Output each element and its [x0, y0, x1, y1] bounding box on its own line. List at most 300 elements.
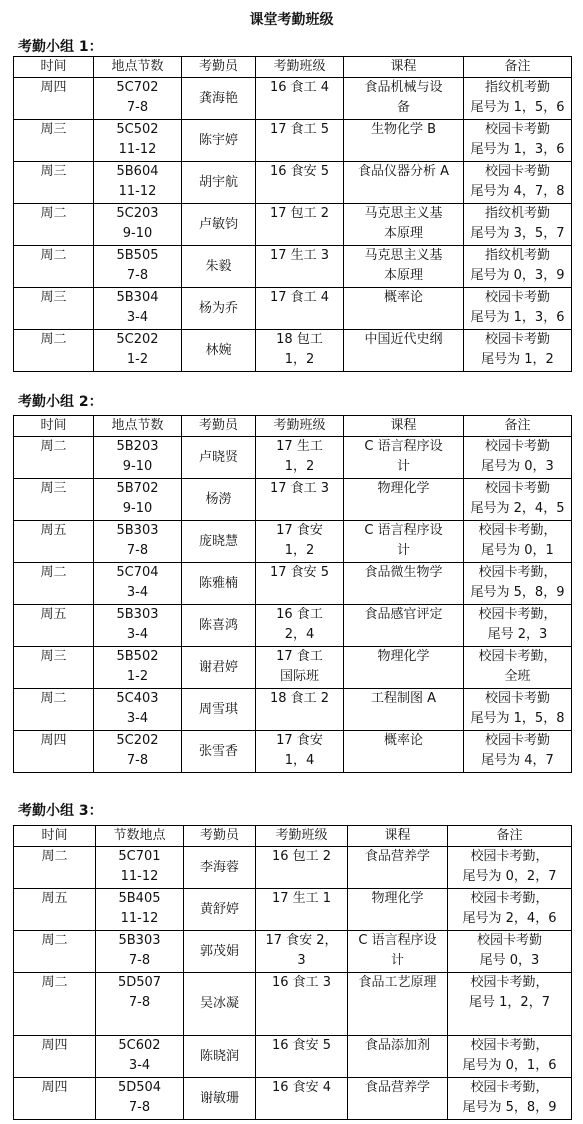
cell-class	[256, 437, 344, 479]
cell-time: 周二	[14, 204, 94, 246]
column-header-place: 节数地点	[96, 826, 184, 847]
cell-line: 指纹机考勤	[484, 206, 550, 221]
cell-time: 周二	[14, 847, 96, 889]
cell-line: C 语言程序设	[364, 439, 443, 454]
cell-place	[94, 605, 182, 647]
cell-line: 7-8	[126, 753, 149, 768]
cell-line: 尾号为 5，8，9	[470, 585, 565, 600]
cell-place	[94, 521, 182, 563]
cell-class	[256, 246, 344, 288]
cell-note	[464, 605, 572, 647]
cell-line: 5B405	[118, 891, 161, 906]
cell-checker: 杨为乔	[182, 288, 256, 330]
cell-line: 5C202	[116, 332, 159, 347]
cell-line: 17 食工	[276, 649, 323, 664]
cell-place	[96, 931, 184, 973]
cell-line: 尾号为 4，7，8	[470, 184, 565, 199]
cell-line: 校园卡考勤，	[478, 607, 557, 622]
table-row	[14, 563, 572, 605]
cell-note	[448, 889, 572, 931]
cell-line: 16 食安 5	[269, 164, 330, 179]
cell-line: C 语言程序设	[364, 523, 443, 538]
cell-line: 食品添加剂	[364, 1038, 430, 1053]
cell-place	[94, 204, 182, 246]
cell-line: 7-8	[128, 1100, 151, 1115]
column-header-time: 时间	[14, 826, 96, 847]
cell-course	[344, 437, 464, 479]
cell-line: 校园卡考勤，	[470, 975, 549, 990]
cell-time: 周五	[14, 521, 94, 563]
cell-note	[464, 647, 572, 689]
cell-note	[464, 689, 572, 731]
cell-line: 食品营养学	[364, 1080, 430, 1095]
cell-checker: 陈雅楠	[182, 563, 256, 605]
cell-course	[348, 931, 448, 973]
cell-class	[256, 479, 344, 521]
cell-line: 18 食工 2	[269, 691, 330, 706]
column-header-place: 地点节数	[94, 57, 182, 78]
cell-line: 5D507	[117, 975, 162, 990]
cell-line: 3-4	[126, 711, 149, 726]
cell-time: 周二	[14, 973, 96, 1036]
cell-line: 校园卡考勤	[484, 691, 550, 706]
table-row	[14, 78, 572, 120]
cell-line: 5B505	[116, 248, 159, 263]
attendance-table-group-3	[13, 825, 572, 1120]
cell-line: 计	[390, 953, 404, 968]
cell-time: 周二	[14, 330, 94, 372]
cell-line: 校园卡考勤	[484, 290, 550, 305]
table-row	[14, 605, 572, 647]
cell-line: 5B702	[116, 481, 159, 496]
cell-line: 2，4	[284, 627, 315, 642]
cell-note	[464, 204, 572, 246]
cell-line: 5C502	[116, 122, 159, 137]
cell-place	[94, 689, 182, 731]
cell-place	[94, 437, 182, 479]
cell-course	[344, 605, 464, 647]
cell-place	[96, 1078, 184, 1120]
cell-course	[344, 288, 464, 330]
cell-note	[464, 330, 572, 372]
column-header-place: 地点节数	[94, 416, 182, 437]
cell-class	[256, 605, 344, 647]
column-header-course: 课程	[348, 826, 448, 847]
cell-class	[256, 647, 344, 689]
cell-line: 尾号为 1，2	[481, 352, 554, 367]
cell-line: 1，2	[284, 543, 315, 558]
column-header-checker: 考勤员	[182, 57, 256, 78]
cell-line: 5B304	[116, 290, 159, 305]
cell-course	[348, 847, 448, 889]
column-header-checker: 考勤员	[184, 826, 256, 847]
cell-line: 计	[396, 543, 410, 558]
cell-line: 国际班	[279, 669, 319, 684]
cell-class	[256, 162, 344, 204]
cell-course	[344, 521, 464, 563]
cell-class	[256, 731, 344, 773]
cell-line: 1，4	[284, 753, 315, 768]
cell-line: 11-12	[118, 184, 157, 199]
cell-line: 17 食安	[276, 733, 323, 748]
cell-class	[256, 847, 348, 889]
cell-place	[96, 1036, 184, 1078]
cell-line: 概率论	[383, 290, 423, 305]
cell-time: 周四	[14, 731, 94, 773]
cell-class	[256, 931, 348, 973]
table-row	[14, 1078, 572, 1120]
cell-line: 尾号为 0，3，9	[470, 268, 565, 283]
cell-line: 尾号为 0，1	[481, 543, 554, 558]
cell-note	[464, 437, 572, 479]
table-header-row	[14, 57, 572, 78]
cell-place	[94, 647, 182, 689]
cell-line: 物理化学	[377, 481, 430, 496]
cell-place	[94, 120, 182, 162]
table-row	[14, 204, 572, 246]
cell-line: 食品工艺原理	[358, 975, 437, 990]
cell-line: 工程制图 A	[370, 691, 437, 706]
cell-line: 7-8	[126, 268, 149, 283]
cell-line: 物理化学	[377, 649, 430, 664]
cell-time: 周二	[14, 563, 94, 605]
cell-note	[448, 1036, 572, 1078]
cell-time: 周三	[14, 288, 94, 330]
cell-note	[464, 78, 572, 120]
cell-line: 17 食安	[276, 523, 323, 538]
cell-line: 5B203	[116, 439, 159, 454]
cell-line: 9-10	[122, 459, 153, 474]
cell-line: 5B303	[116, 523, 159, 538]
cell-line: 食品仪器分析 A	[357, 164, 450, 179]
table-row	[14, 437, 572, 479]
cell-line: 16 包工 2	[271, 849, 332, 864]
page-title: 课堂考勤班级	[249, 12, 334, 28]
cell-line: 9-10	[122, 226, 153, 241]
cell-checker: 黄舒婷	[184, 889, 256, 931]
cell-line: 5C704	[116, 565, 159, 580]
cell-course	[348, 1078, 448, 1120]
cell-line: 1，2	[284, 352, 315, 367]
cell-time: 周五	[14, 605, 94, 647]
cell-line: 3	[297, 953, 306, 968]
cell-line: 17 包工 2	[269, 206, 330, 221]
cell-line: 7-8	[126, 100, 149, 115]
column-header-time: 时间	[14, 57, 94, 78]
table-row	[14, 647, 572, 689]
cell-place	[94, 78, 182, 120]
cell-line: 尾号为 0，3	[481, 459, 554, 474]
column-header-note: 备注	[448, 826, 572, 847]
cell-course	[344, 120, 464, 162]
cell-line: 9-10	[122, 501, 153, 516]
cell-line: 食品机械与设	[364, 80, 443, 95]
cell-note	[464, 162, 572, 204]
group-2-label: 考勤小组 2：	[18, 394, 103, 410]
cell-line: 17 食工 5	[269, 122, 330, 137]
cell-line: 5B303	[116, 607, 159, 622]
cell-note	[464, 288, 572, 330]
cell-class	[256, 521, 344, 563]
cell-line: 3-4	[128, 1058, 151, 1073]
cell-time: 周四	[14, 1036, 96, 1078]
table-row	[14, 120, 572, 162]
cell-class	[256, 120, 344, 162]
cell-checker: 谢君婷	[182, 647, 256, 689]
cell-checker: 陈喜鸿	[182, 605, 256, 647]
cell-course	[344, 78, 464, 120]
cell-line: 校园卡考勤，	[478, 523, 557, 538]
cell-course	[344, 204, 464, 246]
cell-line: 食品微生物学	[364, 565, 443, 580]
table-row	[14, 889, 572, 931]
cell-line: 尾号为 1，3，6	[470, 310, 565, 325]
column-header-class: 考勤班级	[256, 826, 348, 847]
cell-course	[344, 162, 464, 204]
cell-note	[448, 847, 572, 889]
cell-line: 尾号 1，2，7	[469, 995, 550, 1010]
cell-line: 17 生工 3	[269, 248, 330, 263]
cell-class	[256, 1036, 348, 1078]
cell-line: 备	[396, 100, 410, 115]
cell-line: 尾号为 0，1，6	[462, 1058, 557, 1073]
cell-line: 1-2	[126, 352, 149, 367]
cell-line: 16 食安 5	[271, 1038, 332, 1053]
table-row	[14, 479, 572, 521]
cell-line: 中国近代史纲	[364, 332, 443, 347]
cell-time: 周二	[14, 689, 94, 731]
cell-course	[344, 330, 464, 372]
cell-line: C 语言程序设	[358, 933, 437, 948]
cell-note	[448, 1078, 572, 1120]
cell-line: 3-4	[126, 627, 149, 642]
cell-line: 全班	[504, 669, 531, 684]
column-header-checker: 考勤员	[182, 416, 256, 437]
column-header-class: 考勤班级	[256, 416, 344, 437]
cell-course	[344, 479, 464, 521]
cell-checker: 周雪琪	[182, 689, 256, 731]
cell-course	[344, 563, 464, 605]
cell-checker: 谢敏珊	[184, 1078, 256, 1120]
cell-line: 5B502	[116, 649, 159, 664]
cell-course	[344, 731, 464, 773]
table-header-row	[14, 826, 572, 847]
cell-note	[448, 931, 572, 973]
table-row	[14, 931, 572, 973]
cell-checker: 张雪香	[182, 731, 256, 773]
cell-line: 11-12	[120, 911, 159, 926]
cell-checker: 杨澇	[182, 479, 256, 521]
cell-line: 概率论	[383, 733, 423, 748]
cell-line: 尾号为 1，3，6	[470, 142, 565, 157]
column-header-course: 课程	[344, 416, 464, 437]
table-row	[14, 330, 572, 372]
cell-line: 食品营养学	[364, 849, 430, 864]
cell-line: 生物化学 B	[370, 122, 437, 137]
cell-checker: 卢敏钧	[182, 204, 256, 246]
cell-line: 校园卡考勤	[484, 164, 550, 179]
cell-class	[256, 973, 348, 1036]
cell-class	[256, 288, 344, 330]
cell-line: 1，2	[284, 459, 315, 474]
cell-line: 校园卡考勤，	[470, 849, 549, 864]
cell-line: 尾号为 2，4，6	[462, 911, 557, 926]
cell-line: 指纹机考勤	[484, 80, 550, 95]
cell-line: 17 食工 3	[269, 481, 330, 496]
cell-note	[464, 246, 572, 288]
cell-checker: 龚海艳	[182, 78, 256, 120]
cell-checker: 林婉	[182, 330, 256, 372]
cell-line: 5C203	[116, 206, 159, 221]
cell-line: 校园卡考勤	[484, 733, 550, 748]
cell-note	[464, 521, 572, 563]
cell-line: 5B303	[118, 933, 161, 948]
cell-line: 校园卡考勤	[484, 122, 550, 137]
cell-place	[94, 288, 182, 330]
cell-line: 校园卡考勤	[484, 481, 550, 496]
cell-line: 尾号为 4，7	[481, 753, 554, 768]
cell-line: 5C403	[116, 691, 159, 706]
cell-time: 周三	[14, 120, 94, 162]
cell-line: 3-4	[126, 310, 149, 325]
cell-line: 17 生工	[276, 439, 323, 454]
cell-line: 16 食工 3	[271, 975, 332, 990]
cell-line: 17 食安 2，	[265, 933, 338, 948]
cell-place	[94, 162, 182, 204]
cell-line: 校园卡考勤，	[478, 565, 557, 580]
cell-line: 尾号为 1，5，6	[470, 100, 565, 115]
cell-place	[96, 847, 184, 889]
table-row	[14, 973, 572, 1036]
cell-line: 尾号为 5，8，9	[462, 1100, 557, 1115]
table-row	[14, 731, 572, 773]
cell-time: 周二	[14, 931, 96, 973]
cell-line: 指纹机考勤	[484, 248, 550, 263]
cell-line: 马克思主义基	[364, 206, 443, 221]
cell-course	[348, 1036, 448, 1078]
cell-course	[344, 246, 464, 288]
cell-line: 校园卡考勤，	[478, 649, 557, 664]
cell-note	[464, 120, 572, 162]
table-row	[14, 162, 572, 204]
cell-time: 周五	[14, 889, 96, 931]
cell-line: 尾号为 1，5，8	[470, 711, 565, 726]
attendance-table-group-1	[13, 56, 572, 372]
cell-checker: 郭茂娟	[184, 931, 256, 973]
cell-line: 校园卡考勤	[484, 439, 550, 454]
cell-place	[94, 479, 182, 521]
cell-line: 16 食工 4	[269, 80, 330, 95]
cell-checker: 朱毅	[182, 246, 256, 288]
cell-line: 校园卡考勤	[484, 332, 550, 347]
cell-line: 7-8	[128, 953, 151, 968]
cell-time: 周三	[14, 479, 94, 521]
table-row	[14, 246, 572, 288]
cell-line: 5C202	[116, 733, 159, 748]
cell-line: 16 食安 4	[271, 1080, 332, 1095]
cell-course	[344, 647, 464, 689]
cell-line: 马克思主义基	[364, 248, 443, 263]
table-header-row	[14, 416, 572, 437]
cell-note	[464, 563, 572, 605]
cell-line: 食品感官评定	[364, 607, 443, 622]
attendance-table-group-2	[13, 415, 572, 773]
cell-checker: 卢晓贤	[182, 437, 256, 479]
column-header-class: 考勤班级	[256, 57, 344, 78]
cell-line: 校园卡考勤	[476, 933, 542, 948]
cell-checker: 陈晓润	[184, 1036, 256, 1078]
cell-line: 16 食工	[276, 607, 323, 622]
cell-line: 5B604	[116, 164, 159, 179]
cell-place	[94, 731, 182, 773]
cell-note	[448, 973, 572, 1036]
cell-class	[256, 563, 344, 605]
cell-class	[256, 1078, 348, 1120]
cell-checker: 胡宇航	[182, 162, 256, 204]
column-header-note: 备注	[464, 416, 572, 437]
cell-line: 18 包工	[276, 332, 323, 347]
cell-line: 5C702	[116, 80, 159, 95]
cell-place	[94, 563, 182, 605]
cell-line: 尾号 2，3	[487, 627, 548, 642]
group-3-label: 考勤小组 3：	[18, 803, 103, 819]
cell-line: 物理化学	[371, 891, 424, 906]
cell-class	[256, 78, 344, 120]
cell-note	[464, 479, 572, 521]
cell-place	[94, 246, 182, 288]
cell-checker: 陈宇婷	[182, 120, 256, 162]
column-header-note: 备注	[464, 57, 572, 78]
cell-class	[256, 689, 344, 731]
cell-line: 3-4	[126, 585, 149, 600]
cell-checker: 李海蓉	[184, 847, 256, 889]
cell-line: 尾号为 0，2，7	[462, 869, 557, 884]
cell-course	[344, 689, 464, 731]
cell-time: 周三	[14, 162, 94, 204]
cell-line: 本原理	[383, 268, 423, 283]
table-row	[14, 847, 572, 889]
cell-line: 尾号为 3，5，7	[470, 226, 565, 241]
cell-line: 校园卡考勤，	[470, 1038, 549, 1053]
cell-class	[256, 204, 344, 246]
cell-place	[96, 973, 184, 1036]
cell-line: 校园卡考勤，	[470, 1080, 549, 1095]
cell-place	[94, 330, 182, 372]
cell-time: 周三	[14, 647, 94, 689]
cell-line: 11-12	[118, 142, 157, 157]
cell-line: 5C602	[118, 1038, 161, 1053]
cell-line: 7-8	[126, 543, 149, 558]
cell-class	[256, 330, 344, 372]
cell-line: 尾号为 2，4，5	[470, 501, 565, 516]
cell-line: 7-8	[128, 995, 151, 1010]
cell-line: 1-2	[126, 669, 149, 684]
cell-line: 17 生工 1	[271, 891, 332, 906]
cell-checker: 庞晓慧	[182, 521, 256, 563]
cell-line: 本原理	[383, 226, 423, 241]
cell-time: 周四	[14, 1078, 96, 1120]
cell-place	[96, 889, 184, 931]
table-row	[14, 288, 572, 330]
cell-line: 计	[396, 459, 410, 474]
cell-course	[348, 889, 448, 931]
cell-class	[256, 889, 348, 931]
cell-time: 周四	[14, 78, 94, 120]
cell-line: 尾号 0，3	[479, 953, 540, 968]
cell-course	[348, 973, 448, 1036]
cell-line: 17 食安 5	[269, 565, 330, 580]
column-header-time: 时间	[14, 416, 94, 437]
